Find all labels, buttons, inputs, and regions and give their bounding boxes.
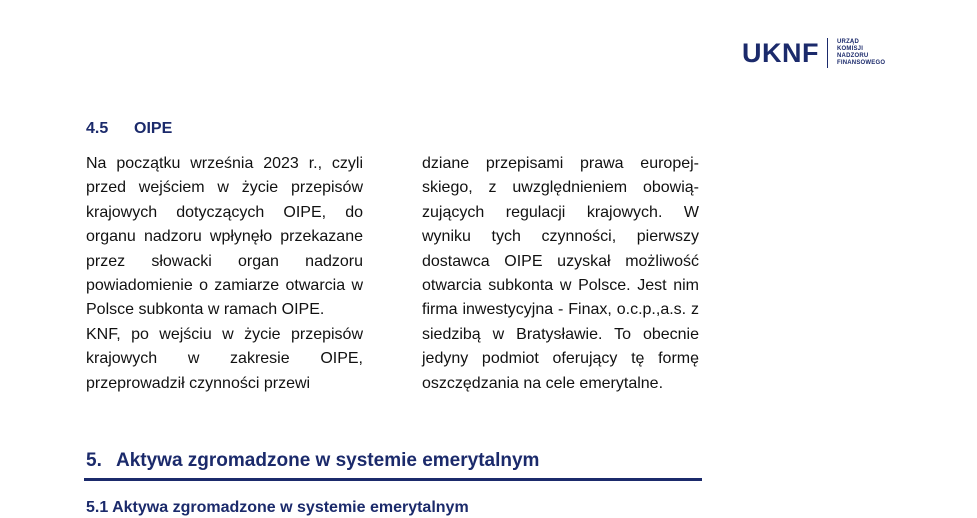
section-number: 4.5 [86,120,109,137]
logo-line-2: KOMISJI [837,46,864,52]
paragraph: Na początku września 2023 r., czyli przed wejściem w życie przepisów krajowych dotyczących OIPE, do organu nadzoru wpłynęło przekazane przez słowacki organ nadzoru powiadomienie o zamiarze otwarcia w Polsce subkonta w ramach OIPE. [86,155,363,319]
paragraph: dziane przepisami prawa europejskiego, z uwzględnieniem obowiązujących regulacji krajowych. W wyniku tych czynności, pierwszy dostawca OIPE uzyskał możliwość otwarcia subkonta w Polsce. Jest nim firma inwestycyjna - Finax, o.c.p.,a.s. z siedzibą w Bratysławie. To obecnie jedyny podmiot oferujący tę formę oszczędzania na cele emerytalne. [422,155,699,392]
section-heading [86,119,172,139]
logo-subtitle [837,39,885,67]
logo-line-1: URZĄD [837,39,859,45]
cut-off-subheading: 5.1 Aktywa zgromadzone w systemie emerytalnym [86,499,469,516]
logo-divider [827,38,828,68]
right-column [422,152,699,396]
heading-rule [84,478,702,481]
chapter-number: 5. [86,450,102,471]
logo-line-3: NADZORU [837,53,869,59]
logo-wordmark: UKNF [742,38,819,68]
paragraph: KNF, po wejściu w życie przepisów krajowych w zakresie OIPE, przeprowadził czynności przewi [86,325,363,392]
logo-line-4: FINANSOWEGO [837,60,886,66]
uknf-logo [742,38,885,68]
section-title: OIPE [134,120,173,137]
chapter-title: Aktywa zgromadzone w systemie emerytalnym [116,450,540,471]
chapter-heading [86,450,539,472]
left-column [86,152,363,396]
